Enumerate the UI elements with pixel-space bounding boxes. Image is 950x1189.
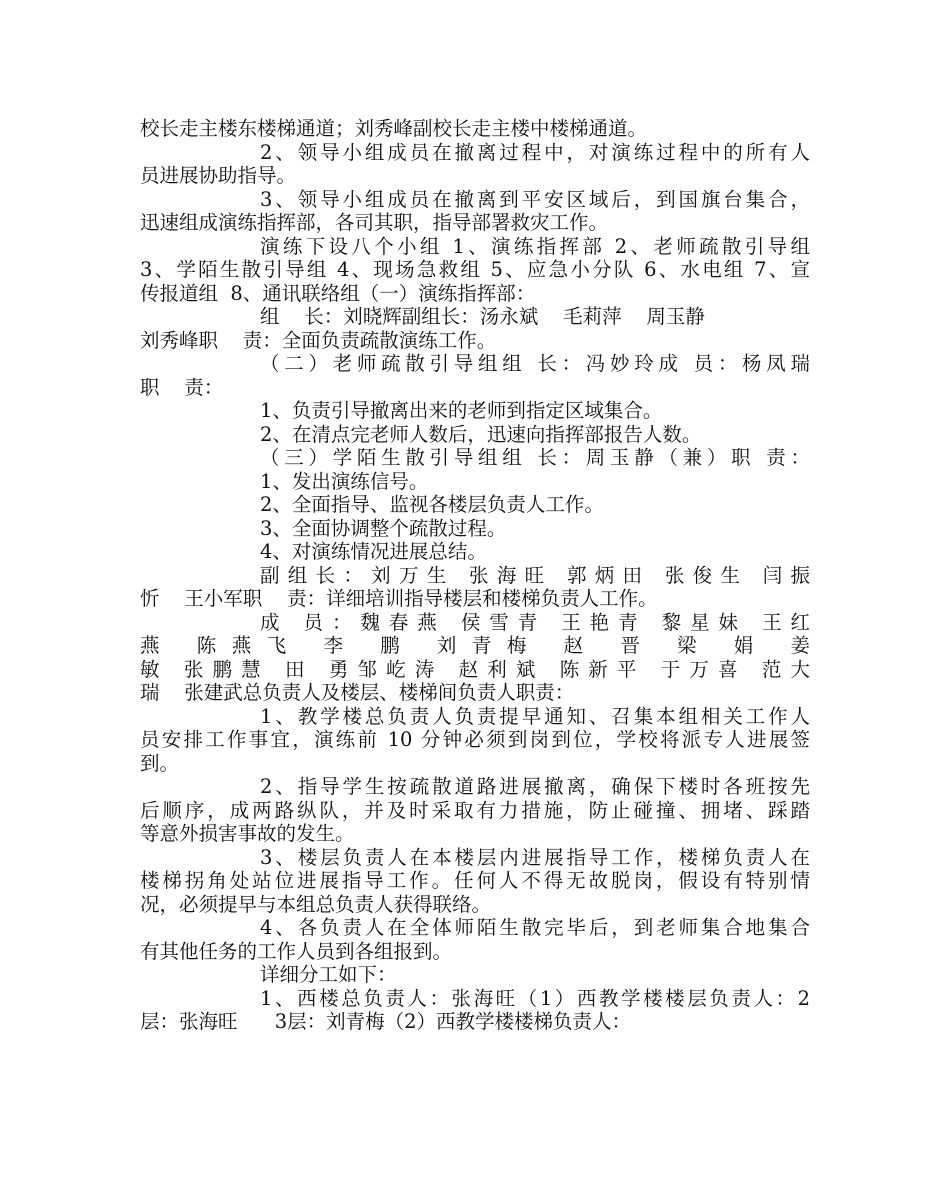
text-line: 3、楼层负责人在本楼层内进展指导工作，楼梯负责人在	[260, 845, 810, 869]
text-line: 员安排工作事宜，演练前 10 分钟必须到岗到位，学校将派专人进展签	[140, 728, 810, 751]
text-line: 2、全面指导、监视各楼层负责人工作。	[260, 493, 604, 516]
text-line: 3、全面协调整个疏散过程。	[260, 516, 507, 540]
text-line: 1、发出演练信号。	[260, 469, 429, 493]
text-line: 成 员：魏春燕 侯雪青 王艳青 黎星妹 王红	[260, 610, 810, 634]
text-line: 4、各负责人在全体师陌生散完毕后，到老师集合地集合	[260, 916, 810, 939]
text-line: 传报道组 8、通讯联络组（一）演练指挥部：	[140, 281, 536, 305]
text-line: 刘秀峰职 责：全面负责疏散演练工作。	[140, 328, 497, 352]
text-line: 忻 王小军职 责：详细培训指导楼层和楼梯负责人工作。	[140, 587, 658, 610]
text-line: 2、在清点完老师人数后，迅速向指挥部报告人数。	[260, 422, 702, 446]
text-line: 2、领导小组成员在撤离过程中，对演练过程中的所有人	[260, 140, 810, 164]
text-line: 况，必须提早与本组总负责人获得联络。	[140, 892, 492, 916]
text-line: （二）老师疏散引导组组 长：冯妙玲成 员：杨凤瑞	[260, 352, 810, 375]
text-line: 等意外损害事故的发生。	[140, 822, 355, 845]
text-line: 层：张海旺 3层：刘青梅（2）西教学楼楼梯负责人：	[140, 1010, 632, 1033]
text-line: 演练下设八个小组 1、演练指挥部 2、老师疏散引导组	[260, 234, 810, 258]
text-line: 副组长：刘万生 张海旺 郭炳田 张俊生 闫振	[260, 563, 810, 587]
text-line: 3、领导小组成员在撤离到平安区域后，到国旗台集合，	[260, 187, 810, 211]
text-line: 员进展协助指导。	[140, 164, 297, 187]
text-line: 燕 陈燕飞 李 鹏 刘青梅 赵 晋 梁 娟 姜	[140, 634, 810, 657]
text-line: 1、西楼总负责人：张海旺（1）西教学楼楼层负责人：2	[260, 986, 810, 1010]
text-line: 详细分工如下：	[260, 963, 397, 986]
document-page	[140, 117, 810, 1034]
text-line: 到。	[140, 751, 180, 775]
text-line: 楼梯拐角处站位进展指导工作。任何人不得无故脱岗，假设有特别情	[140, 869, 810, 892]
text-line: （三）学陌生散引导组组 长：周玉静（兼）职 责：	[260, 446, 810, 469]
text-line: 瑞 张建武总负责人及楼层、楼梯间负责人职责：	[140, 681, 575, 704]
text-line: 迅速组成演练指挥部，各司其职，指导部署救灾工作。	[140, 211, 609, 234]
text-line: 2、指导学生按疏散道路进展撤离，确保下楼时各班按先	[260, 775, 810, 798]
text-line: 1、教学楼总负责人负责提早通知、召集本组相关工作人	[260, 704, 810, 728]
text-line: 组 长：刘晓辉副组长：汤永斌 毛莉萍 周玉静	[260, 305, 705, 328]
text-line: 有其他任务的工作人员到各组报到。	[140, 939, 453, 963]
text-line: 校长走主楼东楼梯通道；刘秀峰副校长走主楼中楼梯通道。	[140, 117, 648, 140]
text-line: 4、对演练情况进展总结。	[260, 540, 487, 563]
text-line: 后顺序，成两路纵队，并及时采取有力措施，防止碰撞、拥堵、踩踏	[140, 798, 810, 822]
text-line: 3、学陌生散引导组 4、现场急救组 5、应急小分队 6、水电组 7、宣	[140, 258, 810, 281]
text-line: 职 责：	[140, 375, 224, 399]
text-line: 敏 张鹏慧 田 勇邹屹涛 赵利斌 陈新平 于万喜 范大	[140, 657, 810, 681]
text-line: 1、负责引导撤离出来的老师到指定区域集合。	[260, 399, 663, 422]
